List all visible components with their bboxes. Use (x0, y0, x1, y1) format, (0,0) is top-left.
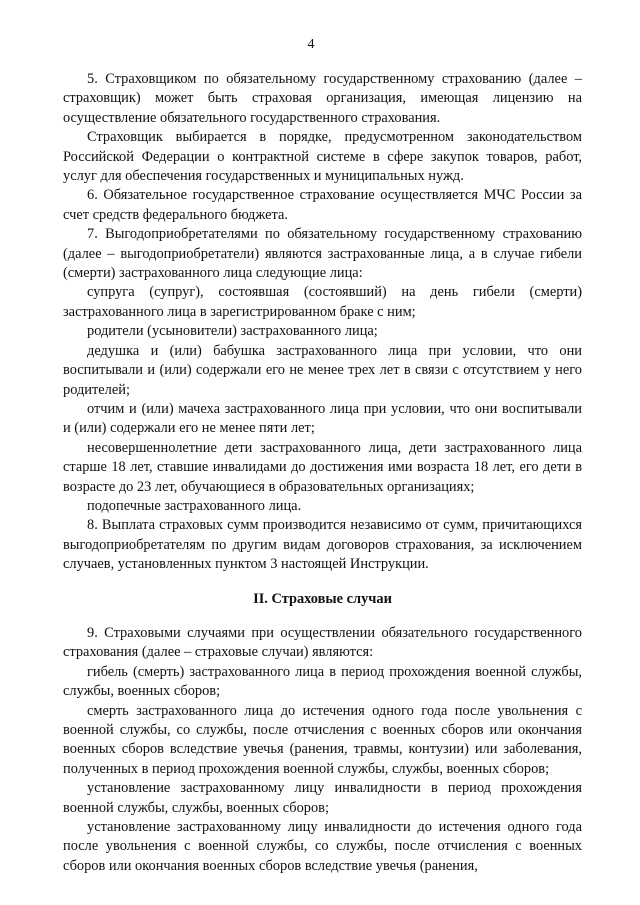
paragraph-7: 7. Выгодоприобретателями по обязательному государственному страхованию (далее – выгодоприобретатели) являются застрахованные лица, а в случае гибели (смерти) застрахованного лица следующие лица: (63, 226, 582, 282)
page-number: 4 (307, 37, 315, 52)
paragraph-8: 8. Выплата страховых сумм производится независимо от сумм, причитающихся выгодоприобретателям по другим видам договоров страхования, за исключением случаев, установленных пунктом 3 настоящей Инструкции. (63, 517, 582, 573)
beneficiary-grandparents-item: дедушка и (или) бабушка застрахованного лица при условии, что они воспитывали и (или) содержали его не менее трех лет в связи с отсутствием у него родителей; (63, 342, 582, 398)
paragraph-insurer-selection: Страховщик выбирается в порядке, предусмотренном законодательством Российской Федерации о контрактной системе в сфере закупок товаров, работ, услуг для обеспечения государственных и муниципальных нужд. (63, 129, 582, 185)
paragraph-9: 9. Страховыми случаями при осуществлении обязательного государственного страхования (далее – страховые случаи) являются: (63, 624, 582, 661)
beneficiary-children-item: несовершеннолетние дети застрахованного лица, дети застрахованного лица старше 18 лет, ставшие инвалидами до достижения ими возраста 18 лет, его дети в возрасте до 23 лет, обучающиеся в образовательных организациях; (63, 439, 582, 495)
insured-event-disability-after-discharge: установление застрахованному лицу инвалидности до истечения одного года после увольнения с военной службы, со службы, после отчисления с военных сборов или окончания военных сборов вследствие увечья (ранения, (63, 819, 582, 874)
insured-event-death-after-discharge: смерть застрахованного лица до истечения одного года после увольнения с военной службы, со службы, после отчисления с военных сборов или окончания военных сборов вследствие увечья (ранения, травмы, контузии) или заболевания, полученных в период прохождения военной службы, службы, военных сборов; (63, 702, 582, 777)
beneficiary-wards-item: подопечные застрахованного лица. (87, 497, 302, 514)
beneficiary-stepparents-item: отчим и (или) мачеха застрахованного лица при условии, что они воспитывали и (или) содержали его не менее пяти лет; (63, 400, 582, 437)
paragraph-6: 6. Обязательное государственное страхование осуществляется МЧС России за счет средств федерального бюджета. (63, 187, 582, 223)
document-body (63, 70, 582, 876)
paragraph-5: 5. Страховщиком по обязательному государственному страхованию (далее – страховщик) может быть страховая организация, имеющая лицензию на осуществление обязательного государственного страхования. (63, 71, 582, 126)
beneficiary-spouse-item: супруга (супруг), состоявшая (состоявший) на день гибели (смерти) застрахованного лица в зарегистрированном браке с ним; (63, 284, 582, 320)
section-heading: II. Страховые случаи (253, 590, 392, 607)
beneficiary-parents-item: родители (усыновители) застрахованного лица; (87, 323, 378, 340)
insured-event-death-in-service: гибель (смерть) застрахованного лица в период прохождения военной службы, службы, военных сборов; (63, 663, 582, 700)
insured-event-disability-in-service: установление застрахованному лицу инвалидности в период прохождения военной службы, службы, военных сборов; (63, 780, 582, 816)
